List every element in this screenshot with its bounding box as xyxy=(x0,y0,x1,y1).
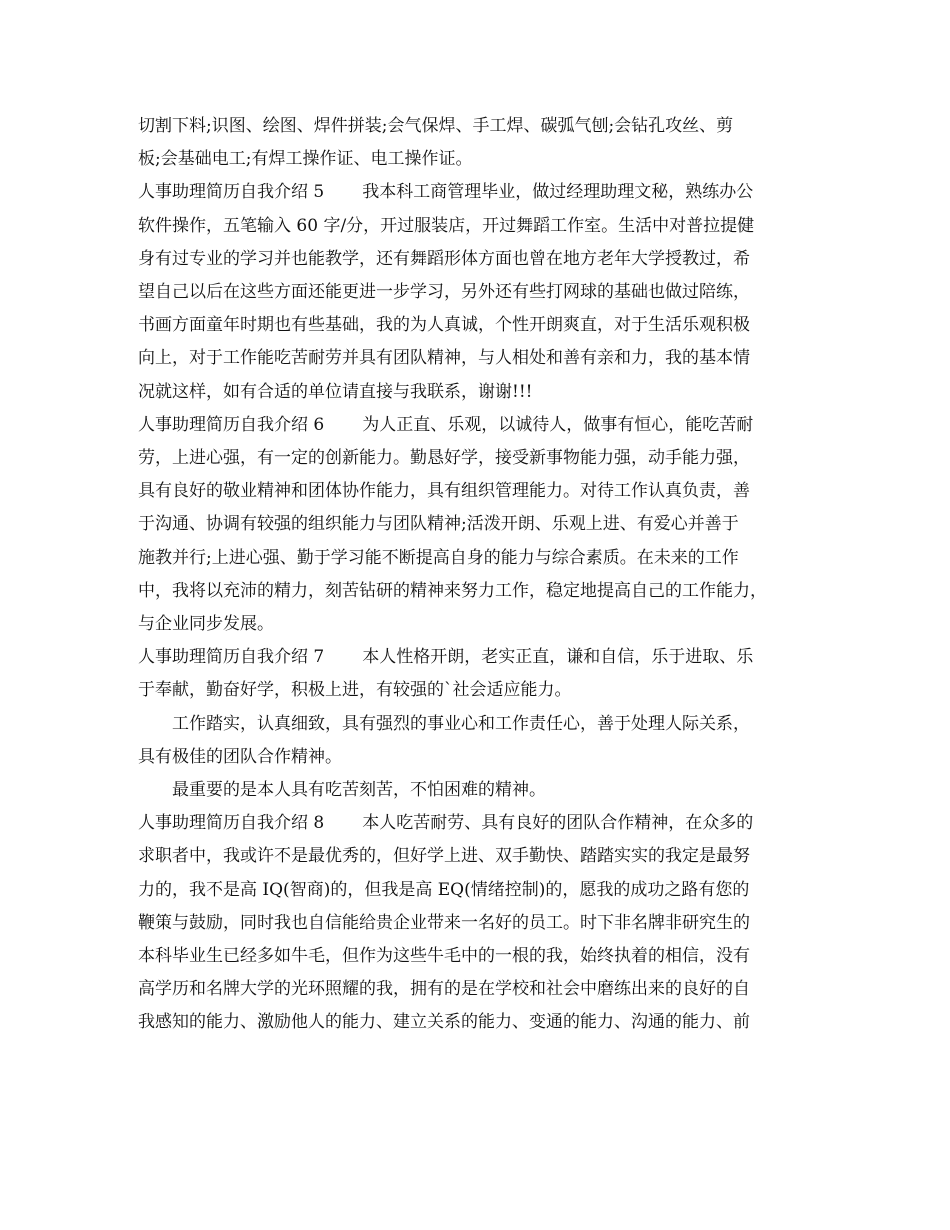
text-line: 于沟通、协调有较强的组织能力与团队精神;活泼开朗、乐观上进、有爱心并善于 xyxy=(138,514,739,535)
text-line: 本科毕业生已经多如牛毛，但作为这些牛毛中的一根的我，始终执着的相信，没有 xyxy=(138,946,750,967)
text-line: 工作踏实，认真细致，具有强烈的事业心和工作责任心，善于处理人际关系， xyxy=(172,713,750,734)
text-line: 本人吃苦耐劳、具有良好的团队合作精神，在众多的 xyxy=(362,813,754,834)
indented-paragraph xyxy=(138,708,818,774)
paragraph-continuation xyxy=(138,110,818,176)
section-intro-8 xyxy=(138,807,818,1039)
section-intro-5 xyxy=(138,176,818,408)
text-line: 本人性格开朗，老实正直，谦和自信，乐于进取、乐 xyxy=(362,647,754,668)
section-intro-6 xyxy=(138,409,818,641)
text-line: 向上，对于工作能吃苦耐劳并具有团队精神，与人相处和善有亲和力，我的基本情 xyxy=(138,348,750,369)
text-line: 与企业同步发展。 xyxy=(138,614,274,635)
text-line: 身有过专业的学习并也能教学，还有舞蹈形体方面也曾在地方老年大学授教过，希 xyxy=(138,248,750,269)
text-line: 我感知的能力、激励他人的能力、建立关系的能力、变通的能力、沟通的能力、前 xyxy=(138,1012,750,1033)
text-line: 望自己以后在这些方面还能更进一步学习，另外还有些打网球的基础也做过陪练， xyxy=(138,282,750,303)
section-heading: 人事助理简历自我介绍 8 xyxy=(138,813,325,834)
text-line: 于奉献，勤奋好学，积极上进，有较强的`社会适应能力。 xyxy=(138,680,572,701)
text-line: 高学历和名牌大学的光环照耀的我，拥有的是在学校和社会中磨练出来的良好的自 xyxy=(138,979,750,1000)
section-heading: 人事助理简历自我介绍 6 xyxy=(138,414,325,435)
text-line: 求职者中，我或许不是最优秀的，但好学上进、双手勤快、踏踏实实的我定是最努 xyxy=(138,846,750,867)
text-line: 鞭策与鼓励，同时我也自信能给贵企业带来一名好的员工。时下非名牌非研究生的 xyxy=(138,912,750,933)
document-page xyxy=(138,110,818,1040)
text-line: 书画方面童年时期也有些基础，我的为人真诚，个性开朗爽直，对于生活乐观积极 xyxy=(138,315,750,336)
text-line: 为人正直、乐观，以诚待人，做事有恒心，能吃苦耐 xyxy=(362,414,754,435)
text-line: 力的，我不是高 IQ(智商)的，但我是高 EQ(情绪控制)的，愿我的成功之路有您的 xyxy=(138,879,750,900)
indented-paragraph xyxy=(138,774,818,807)
text-line: 施教并行;上进心强、勤于学习能不断提高自身的能力与综合素质。在未来的工作 xyxy=(138,547,739,568)
section-intro-7 xyxy=(138,641,818,707)
text-line: 切割下料;识图、绘图、焊件拼装;会气保焊、手工焊、碳弧气刨;会钻孔攻丝、剪 xyxy=(138,116,734,136)
text-line: 板;会基础电工;有焊工操作证、电工操作证。 xyxy=(138,149,473,170)
text-line: 劳，上进心强，有一定的创新能力。勤恳好学，接受新事物能力强，动手能力强， xyxy=(138,448,750,469)
section-heading: 人事助理简历自我介绍 7 xyxy=(138,647,325,668)
text-line: 况就这样，如有合适的单位请直接与我联系，谢谢!!! xyxy=(138,381,533,402)
text-line: 具有极佳的团队合作精神。 xyxy=(138,746,342,767)
text-line: 软件操作，五笔输入 60 字/分，开过服装店，开过舞蹈工作室。生活中对普拉提健 xyxy=(138,215,755,236)
text-line: 中，我将以充沛的精力，刻苦钻研的精神来努力工作，稳定地提高自己的工作能力， xyxy=(138,580,767,601)
section-heading: 人事助理简历自我介绍 5 xyxy=(138,182,325,203)
text-line: 我本科工商管理毕业，做过经理助理文秘，熟练办公 xyxy=(362,182,754,203)
text-line: 最重要的是本人具有吃苦刻苦，不怕困难的精神。 xyxy=(172,780,546,801)
text-line: 具有良好的敬业精神和团体协作能力，具有组织管理能力。对待工作认真负责，善 xyxy=(138,481,750,502)
